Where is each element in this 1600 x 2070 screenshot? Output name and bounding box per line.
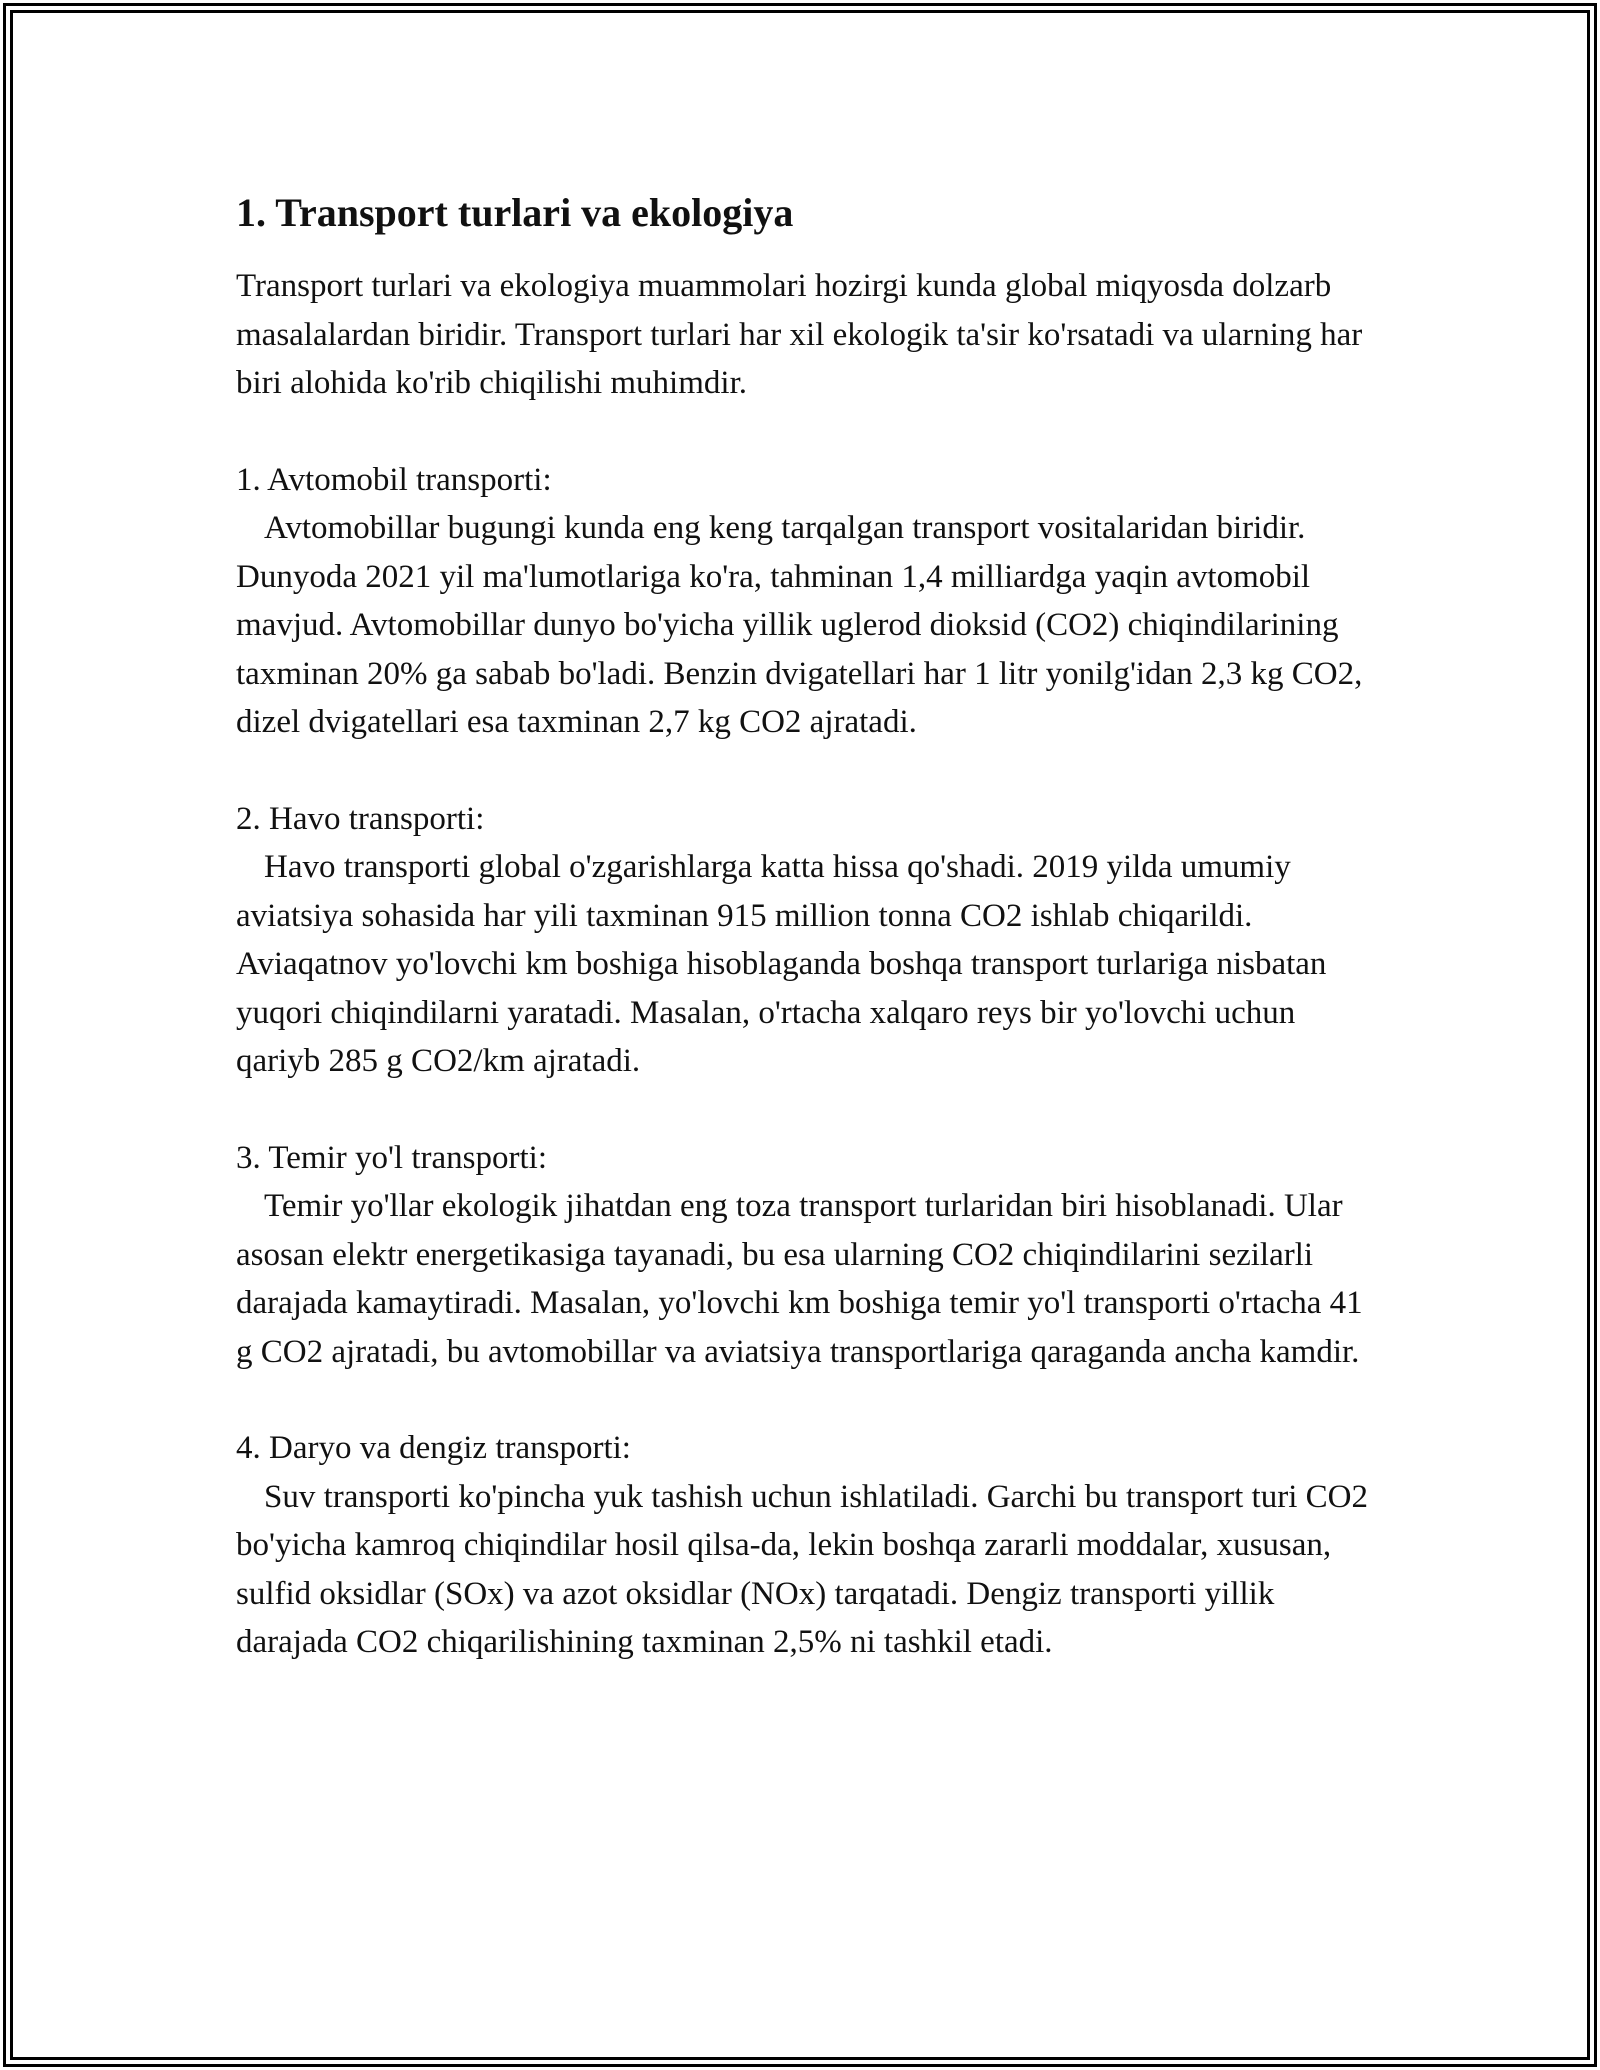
section-heading: 1. Avtomobil transporti:	[236, 461, 552, 498]
section-havo	[236, 795, 1376, 1086]
section-paragraph: Temir yo'llar ekologik jihatdan eng toza transport turlaridan biri hisoblanadi. Ular asosan elektr energetikasiga tayanadi, bu esa ularning CO2 chiqindilarini sezilarli darajada kamaytiradi. Masalan, yo'lovchi km boshiga temir yo'l transporti o'rtacha 41 g CO2 ajratadi, bu avtomobillar va aviatsiya transportlariga qaraganda ancha kamdir.	[236, 1188, 1363, 1370]
section-heading: 3. Temir yo'l transporti:	[236, 1139, 547, 1176]
document-body	[236, 186, 1376, 1715]
section-heading: 4. Daryo va dengiz transporti:	[236, 1430, 631, 1466]
section-paragraph: Avtomobillar bugungi kunda eng keng tarqalgan transport vositalaridan biridir. Dunyoda 2021 yil ma'lumotlariga ko'ra, tahminan 1,4 milliardga yaqin avtomobil mavjud. Avtomobillar dunyo bo'yicha yillik uglerod dioksid (CO2) chiqindilarining taxminan 20% ga sabab bo'ladi. Benzin dvigatellari har 1 litr yonilg'idan 2,3 kg CO2, dizel dvigatellari esa taxminan 2,7 kg CO2 ajratadi.	[236, 510, 1363, 740]
document-title: 1. Transport turlari va ekologiya	[236, 190, 794, 235]
section-heading: 2. Havo transporti:	[236, 800, 485, 837]
section-paragraph: Havo transporti global o'zgarishlarga katta hissa qo'shadi. 2019 yilda umumiy aviatsiya sohasida har yili taxminan 915 million tonna CO2 ishlab chiqarildi. Aviaqatnov yo'lovchi km boshiga hisoblaganda boshqa transport turlariga nisbatan yuqori chiqindilarni yaratadi. Masalan, o'rtacha xalqaro reys bir yo'lovchi uchun qariyb 285 g CO2/km ajratadi.	[236, 849, 1327, 1079]
section-temir-yol	[236, 1134, 1376, 1377]
section-avtomobil	[236, 456, 1376, 747]
section-paragraph: Suv transporti ko'pincha yuk tashish uchun ishlatiladi. Garchi bu transport turi CO2 bo'yicha kamroq chiqindilar hosil qilsa-da, lekin boshqa zararli moddalar, xususan, sulfid oksidlar (SOx) va azot oksidlar (NOx) tarqatadi. Dengiz transporti yillik darajada CO2 chiqarilishining taxminan 2,5% ni tashkil etadi.	[236, 1478, 1368, 1660]
section-daryo-dengiz	[236, 1424, 1376, 1667]
intro-paragraph: Transport turlari va ekologiya muammolari hozirgi kunda global miqyosda dolzarb masalalardan biridir. Transport turlari har xil ekologik ta'sir ko'rsatadi va ularning har biri alohida ko'rib chiqilishi muhimdir.	[236, 268, 1363, 401]
